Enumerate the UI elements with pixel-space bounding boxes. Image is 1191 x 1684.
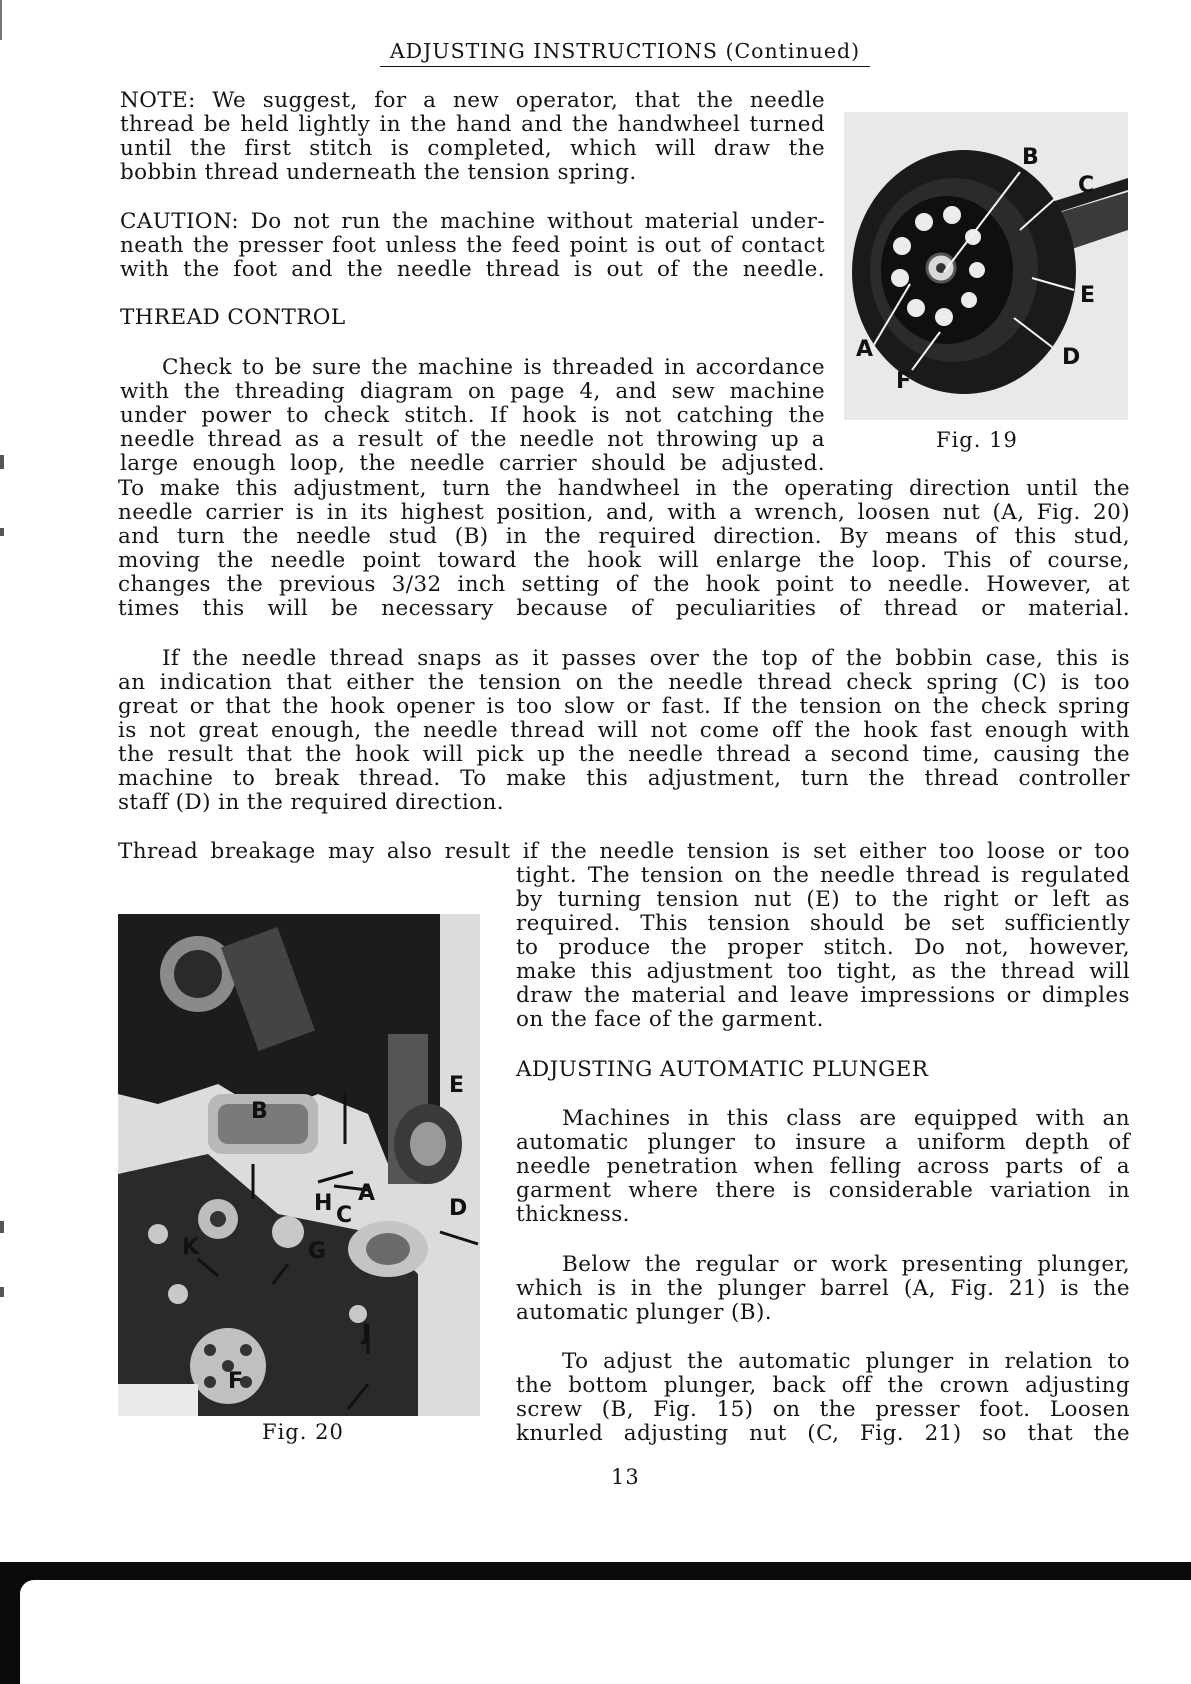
para-line: by turning tension nut (E) to the right or left as	[516, 887, 1130, 912]
para-line: To adjust the automatic plunger in relation to	[562, 1349, 1130, 1374]
plunger-paragraph-2	[516, 1253, 1130, 1325]
note-line: NOTE: We suggest, for a new operator, that the needle	[120, 88, 825, 113]
fig20-label-e: E	[449, 1073, 465, 1098]
figure-20-photo	[118, 914, 480, 1416]
para-line: required. This tension should be set sufficiently	[516, 911, 1130, 936]
thread-breakage-first-line: Thread breakage may also result if the needle tension is set either too loose or too	[118, 839, 1130, 864]
para-line: draw the material and leave impressions or dimples	[516, 983, 1130, 1008]
scan-bottom-card	[20, 1580, 1191, 1684]
fig20-label-a: A	[358, 1181, 376, 1206]
note-line: until the first stitch is completed, which will draw the	[120, 136, 825, 161]
para-line: times this will be necessary because of peculiarities of thread or material.	[118, 596, 1130, 621]
thread-control-paragraph-1-continued	[118, 477, 1130, 621]
fig20-label-f: F	[228, 1369, 244, 1394]
plunger-paragraph-1	[516, 1107, 1130, 1227]
caution-line: with the foot and the needle thread is out of the needle.	[120, 257, 825, 282]
thread-control-paragraph-2	[118, 647, 1130, 815]
para-line: needle penetration when felling across parts of a	[516, 1154, 1130, 1179]
para-line: large enough loop, the needle carrier should be adjusted.	[120, 451, 825, 476]
fig20-label-h: H	[314, 1191, 333, 1216]
fig19-label-c: C	[1078, 173, 1095, 198]
figure-19-caption: Fig. 19	[936, 428, 1018, 452]
fig20-label-c: C	[336, 1203, 353, 1228]
fig20-label-d: D	[449, 1196, 468, 1221]
para-line: garment where there is considerable variation in	[516, 1178, 1130, 1203]
caution-line: CAUTION: Do not run the machine without material under-	[120, 209, 825, 234]
para-line: to produce the proper stitch. Do not, however,	[516, 935, 1130, 960]
bobbin-hook-illustration	[844, 112, 1128, 420]
para-line: If the needle thread snaps as it passes over the top of the bobbin case, this is	[162, 646, 1130, 671]
para-line: great or that the hook opener is too slow or fast. If the tension on the check spring	[118, 694, 1130, 719]
para-line: the result that the hook will pick up the needle thread a second time, causing the	[118, 742, 1130, 767]
figure-19-photo	[844, 112, 1128, 420]
para-line: tight. The tension on the needle thread is regulated	[516, 863, 1130, 888]
para-line: Check to be sure the machine is threaded in accordance	[162, 355, 825, 380]
needle-carrier-illustration	[118, 914, 480, 1416]
fig19-label-f: F	[896, 369, 912, 394]
fig19-label-a: A	[856, 337, 874, 362]
para-line: automatic plunger (B).	[516, 1300, 772, 1325]
para-line: the bottom plunger, back off the crown adjusting	[516, 1373, 1130, 1398]
page-number: 13	[611, 1465, 640, 1489]
para-line: Machines in this class are equipped with an	[562, 1106, 1130, 1131]
scan-edge-mark	[0, 0, 2, 40]
note-paragraph	[120, 89, 825, 185]
para-line: automatic plunger to insure a uniform depth of	[516, 1130, 1130, 1155]
figure-20-caption: Fig. 20	[262, 1420, 344, 1444]
scan-edge-mark	[0, 1287, 4, 1297]
para-line: thickness.	[516, 1202, 630, 1227]
para-line: Below the regular or work presenting plunger,	[562, 1252, 1130, 1277]
scan-edge-mark	[0, 528, 4, 536]
page-header: ADJUSTING INSTRUCTIONS (Continued)	[380, 38, 870, 67]
fig19-label-d: D	[1062, 345, 1081, 370]
fig20-label-b: B	[251, 1099, 268, 1124]
para-line: which is in the plunger barrel (A, Fig. 21) is the	[516, 1276, 1130, 1301]
para-line: moving the needle point toward the hook will enlarge the loop. This of course,	[118, 548, 1130, 573]
fig20-label-g: G	[308, 1239, 327, 1264]
para-line: on the face of the garment.	[516, 1007, 824, 1032]
para-line: is not great enough, the needle thread will not come off the hook fast enough with	[118, 718, 1130, 743]
para-line: screw (B, Fig. 15) on the presser foot. Loosen	[516, 1397, 1130, 1422]
scan-edge-mark	[0, 455, 4, 469]
para-line: an indication that either the tension on the needle thread check spring (C) is too	[118, 670, 1130, 695]
note-line: bobbin thread underneath the tension spring.	[120, 160, 637, 185]
thread-control-paragraph-1	[120, 356, 825, 476]
caution-paragraph	[120, 210, 825, 282]
fig19-label-e: E	[1080, 283, 1096, 308]
fig20-label-j: J	[362, 1321, 371, 1346]
para-line: staff (D) in the required direction.	[118, 790, 504, 815]
para-line: and turn the needle stud (B) in the required direction. By means of this stud,	[118, 524, 1130, 549]
para-line: knurled adjusting nut (C, Fig. 21) so that the	[516, 1421, 1130, 1446]
para-line: machine to break thread. To make this adjustment, turn the thread controller	[118, 766, 1130, 791]
scan-edge-mark	[0, 1221, 4, 1233]
para-line: To make this adjustment, turn the handwheel in the operating direction until the	[118, 476, 1130, 501]
caution-line: neath the presser foot unless the feed point is out of contact	[120, 233, 825, 258]
para-line: make this adjustment too tight, as the thread will	[516, 959, 1130, 984]
thread-control-heading: THREAD CONTROL	[120, 305, 346, 330]
note-line: thread be held lightly in the hand and the handwheel turned	[120, 112, 825, 137]
thread-breakage-paragraph	[516, 864, 1130, 1032]
plunger-heading: ADJUSTING AUTOMATIC PLUNGER	[516, 1057, 929, 1082]
para-line: needle thread as a result of the needle not throwing up a	[120, 427, 825, 452]
para-line: changes the previous 3/32 inch setting of the hook point to needle. However, at	[118, 572, 1130, 597]
para-line: needle carrier is in its highest position, and, with a wrench, loosen nut (A, Fig. 20)	[118, 500, 1130, 525]
fig20-label-k: K	[182, 1235, 200, 1260]
para-line: with the threading diagram on page 4, and sew machine	[120, 379, 825, 404]
plunger-paragraph-3	[516, 1350, 1130, 1446]
fig19-label-b: B	[1022, 145, 1039, 170]
para-line: under power to check stitch. If hook is not catching the	[120, 403, 825, 428]
